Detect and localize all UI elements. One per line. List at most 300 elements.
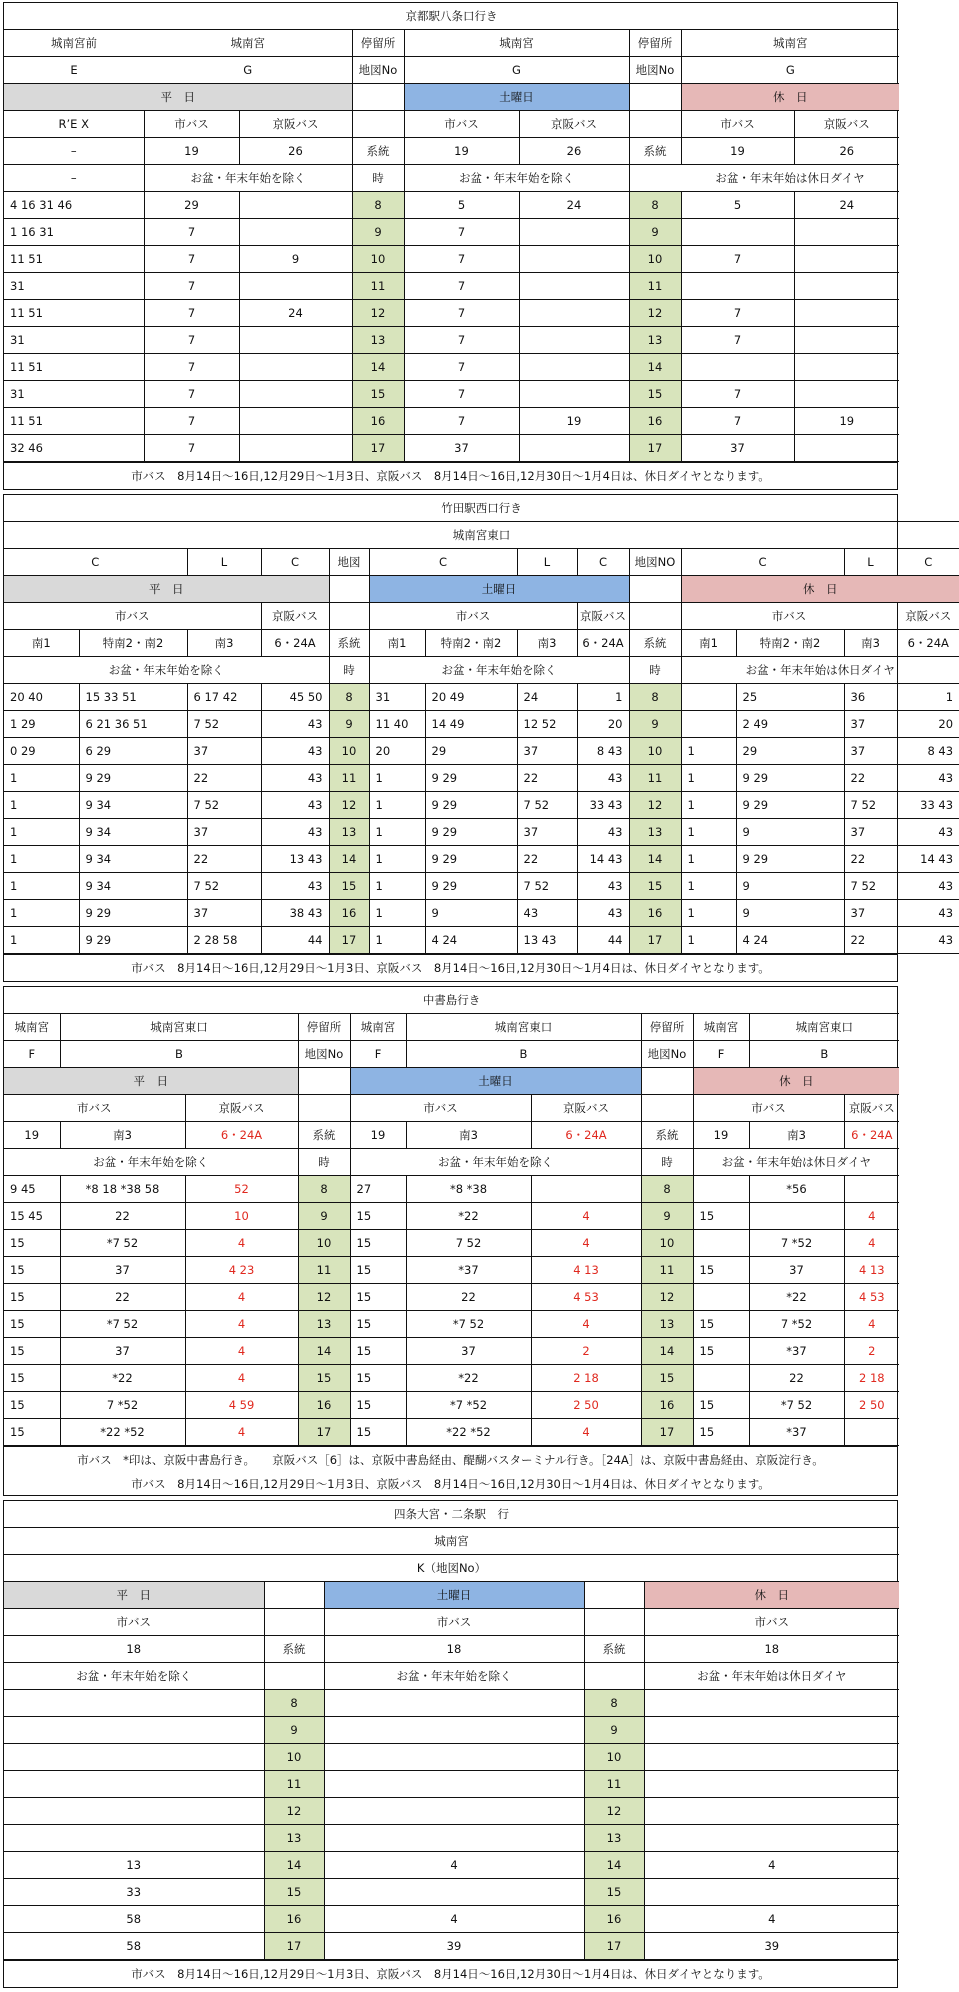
departure-minutes: 11 51	[4, 246, 144, 273]
departure-minutes: 4 59	[185, 1392, 298, 1419]
departure-minutes	[693, 1284, 749, 1311]
hour-cell: 8	[641, 1176, 693, 1203]
departure-minutes: 7 *52	[749, 1230, 844, 1257]
footnote: 市バス 8月14日～16日,12月29日～1月3日、京阪バス 8月14日～16日,12月30日～1月4日は、休日ダイヤとなります。	[131, 1477, 770, 1491]
route-label: 系統	[298, 1122, 350, 1149]
departure-minutes: 22	[187, 846, 261, 873]
hour-cell: 10	[329, 738, 369, 765]
hour-cell: 8	[584, 1690, 644, 1717]
departure-minutes	[681, 273, 794, 300]
departure-minutes	[239, 381, 352, 408]
timetable-table	[4, 3, 899, 462]
departure-minutes: 15	[4, 1230, 60, 1257]
route-label: 系統	[641, 1122, 693, 1149]
departure-minutes	[693, 1365, 749, 1392]
route-label: 系統	[329, 630, 369, 657]
departure-minutes	[239, 192, 352, 219]
departure-minutes: 31	[4, 273, 144, 300]
hour-cell: 9	[584, 1717, 644, 1744]
departure-minutes: *7 52	[60, 1311, 185, 1338]
spacer-cell	[264, 1582, 324, 1609]
departure-minutes: 31	[369, 684, 425, 711]
departure-minutes: 1 16 31	[4, 219, 144, 246]
route-number: 26	[239, 138, 352, 165]
stop-code: E	[4, 57, 144, 84]
departure-minutes: 9 34	[79, 873, 187, 900]
route-number: 19	[681, 138, 794, 165]
hour-cell: 17	[352, 435, 404, 462]
timetable-row	[4, 1392, 899, 1419]
departure-minutes: 7	[144, 273, 239, 300]
departure-minutes: 22	[749, 1365, 844, 1392]
departure-minutes: 37	[749, 1257, 844, 1284]
timetable-row	[4, 1284, 899, 1311]
departure-minutes: 22	[187, 765, 261, 792]
departure-minutes: 7	[404, 327, 519, 354]
hour-cell: 15	[641, 1365, 693, 1392]
map-no-label: 地図NO	[629, 549, 681, 576]
hour-cell: 15	[629, 873, 681, 900]
departure-minutes	[794, 354, 899, 381]
hour-cell: 12	[264, 1798, 324, 1825]
departure-minutes: 37	[60, 1338, 185, 1365]
operator-label: 市バス	[681, 111, 794, 138]
departure-minutes: 15	[4, 1419, 60, 1446]
departure-minutes: 15	[693, 1392, 749, 1419]
departure-minutes: 2 28 58	[187, 927, 261, 954]
timetable-row	[4, 408, 899, 435]
departure-minutes: 4	[185, 1284, 298, 1311]
departure-minutes: 43	[897, 927, 959, 954]
departure-minutes: 4	[185, 1419, 298, 1446]
departure-minutes: 4	[531, 1203, 641, 1230]
departure-minutes: *37	[749, 1338, 844, 1365]
departure-minutes: 9 29	[79, 765, 187, 792]
section-title: 四条大宮・二条駅 行	[4, 1501, 899, 1528]
departure-minutes: 1	[369, 873, 425, 900]
departure-minutes: 44	[261, 927, 329, 954]
operator-label: R’E X	[4, 111, 144, 138]
departure-minutes	[519, 435, 629, 462]
route-number: 6・24A	[577, 630, 629, 657]
stop-name: 城南宮前	[4, 30, 144, 57]
departure-minutes: 43	[261, 873, 329, 900]
route-number: 南3	[187, 630, 261, 657]
stop-label: 停留所	[298, 1014, 350, 1041]
departure-minutes	[239, 354, 352, 381]
departure-minutes: 9	[736, 873, 844, 900]
departure-minutes	[4, 1771, 264, 1798]
hour-cell: 13	[329, 819, 369, 846]
hour-cell: 14	[298, 1338, 350, 1365]
route-number: 特南2・南2	[425, 630, 517, 657]
spacer-cell	[584, 1582, 644, 1609]
departure-minutes	[693, 1176, 749, 1203]
hour-cell: 16	[352, 408, 404, 435]
weekday-header: 平 日	[4, 1068, 298, 1095]
departure-minutes: 7	[144, 435, 239, 462]
departure-minutes: 9 29	[425, 846, 517, 873]
departure-minutes: 15	[4, 1392, 60, 1419]
departure-minutes: *22	[406, 1203, 531, 1230]
departure-minutes	[519, 300, 629, 327]
operator-label: 市バス	[4, 1095, 185, 1122]
timetable-row	[4, 1906, 899, 1933]
timetable-row	[4, 873, 959, 900]
footnote: 市バス 8月14日～16日,12月29日～1月3日、京阪バス 8月14日～16日,12月30日～1月4日は、休日ダイヤとなります。	[4, 954, 897, 981]
hour-cell: 12	[629, 300, 681, 327]
departure-minutes: 13	[4, 1852, 264, 1879]
departure-minutes: 15	[693, 1419, 749, 1446]
departure-minutes: 1	[577, 684, 629, 711]
hour-cell: 9	[629, 711, 681, 738]
departure-minutes: 14 43	[577, 846, 629, 873]
departure-minutes	[844, 1419, 899, 1446]
saturday-header: 土曜日	[324, 1582, 584, 1609]
departure-minutes: 2 49	[736, 711, 844, 738]
hour-cell: 11	[298, 1257, 350, 1284]
hour-cell: 10	[584, 1744, 644, 1771]
departure-minutes: 9 29	[736, 792, 844, 819]
departure-minutes: 1	[369, 819, 425, 846]
departure-minutes	[681, 711, 736, 738]
hour-cell: 14	[641, 1338, 693, 1365]
spacer-cell	[584, 1663, 644, 1690]
hour-cell: 14	[264, 1852, 324, 1879]
departure-minutes	[644, 1717, 899, 1744]
hour-cell: 11	[329, 765, 369, 792]
departure-minutes: 9 29	[425, 873, 517, 900]
timetable-row	[4, 1933, 899, 1960]
route-number: 6・24A	[531, 1122, 641, 1149]
hour-cell: 8	[352, 192, 404, 219]
departure-minutes: 7	[144, 327, 239, 354]
spacer-cell	[264, 1609, 324, 1636]
departure-minutes: *8 18 *38 58	[60, 1176, 185, 1203]
map-no-label: 地図No	[641, 1041, 693, 1068]
route-number: 18	[4, 1636, 264, 1663]
hour-label: 時	[298, 1149, 350, 1176]
departure-minutes: 7 52	[517, 792, 577, 819]
departure-minutes: 32 46	[4, 435, 144, 462]
map-no-label: 地図No	[352, 57, 404, 84]
departure-minutes: 5	[404, 192, 519, 219]
departure-minutes: 15	[350, 1257, 406, 1284]
departure-minutes	[531, 1176, 641, 1203]
departure-minutes	[4, 1798, 264, 1825]
weekday-header: 平 日	[4, 1582, 264, 1609]
departure-minutes: 7 52	[844, 792, 897, 819]
departure-minutes: *22 *52	[60, 1419, 185, 1446]
departure-minutes: 1	[681, 900, 736, 927]
stop-code: L	[517, 549, 577, 576]
timetable-row	[4, 1717, 899, 1744]
weekday-header: 平 日	[4, 84, 352, 111]
departure-minutes: *22 *52	[406, 1419, 531, 1446]
departure-minutes: 9	[239, 246, 352, 273]
section-title: 中書島行き	[4, 987, 899, 1014]
stop-code: C	[4, 549, 187, 576]
hour-cell: 11	[641, 1257, 693, 1284]
section-title: 京都駅八条口行き	[4, 3, 899, 30]
departure-minutes: 1	[4, 792, 79, 819]
departure-minutes: 7	[681, 381, 794, 408]
departure-minutes: 20 40	[4, 684, 79, 711]
departure-minutes: *8 *38	[406, 1176, 531, 1203]
operator-label: 京阪バス	[531, 1095, 641, 1122]
note-cell: お盆・年末年始を除く	[4, 1149, 298, 1176]
departure-minutes: 1	[369, 846, 425, 873]
departure-minutes	[644, 1825, 899, 1852]
section-title: 竹田駅西口行き	[4, 495, 959, 522]
departure-minutes: 20	[897, 711, 959, 738]
departure-minutes: 15 45	[4, 1203, 60, 1230]
hour-cell: 15	[584, 1879, 644, 1906]
departure-minutes: 15	[4, 1284, 60, 1311]
departure-minutes	[239, 327, 352, 354]
note-cell: お盆・年末年始を除く	[350, 1149, 641, 1176]
departure-minutes: 22	[844, 765, 897, 792]
hour-cell: 13	[352, 327, 404, 354]
departure-minutes: 44	[577, 927, 629, 954]
timetable-row	[4, 1690, 899, 1717]
departure-minutes: 24	[794, 192, 899, 219]
stop-name: 城南宮東口	[60, 1014, 298, 1041]
departure-minutes: 1	[681, 792, 736, 819]
hour-cell: 8	[329, 684, 369, 711]
departure-minutes: 4	[844, 1311, 899, 1338]
departure-minutes: 39	[644, 1933, 899, 1960]
departure-minutes	[324, 1798, 584, 1825]
stop-code: L	[187, 549, 261, 576]
operator-label: 京阪バス	[897, 603, 959, 630]
route-number: 19	[350, 1122, 406, 1149]
route-number: 南3	[60, 1122, 185, 1149]
departure-minutes: 4	[185, 1311, 298, 1338]
hour-cell: 13	[641, 1311, 693, 1338]
timetable-row	[4, 1365, 899, 1392]
departure-minutes: 7	[144, 408, 239, 435]
operator-label: 京阪バス	[577, 603, 629, 630]
saturday-header: 土曜日	[369, 576, 629, 603]
departure-minutes	[681, 354, 794, 381]
departure-minutes: 1	[369, 792, 425, 819]
departure-minutes: 1	[681, 846, 736, 873]
spacer-cell	[629, 84, 681, 111]
departure-minutes: 4 53	[844, 1284, 899, 1311]
departure-minutes: 43	[897, 873, 959, 900]
hour-cell: 11	[584, 1771, 644, 1798]
operator-label: 京阪バス	[794, 111, 899, 138]
route-number: 26	[519, 138, 629, 165]
departure-minutes: 9	[425, 900, 517, 927]
footnote: 市バス *印は、京阪中書島行き。 京阪バス［6］は、京阪中書島経由、醍醐バスターミナル行き。［24A］は、京阪中書島経由、京阪淀行き。	[4, 1446, 897, 1473]
departure-minutes: 37	[844, 711, 897, 738]
stop-code: C	[369, 549, 517, 576]
departure-minutes	[681, 684, 736, 711]
departure-minutes: 10	[185, 1203, 298, 1230]
departure-minutes: 9 29	[79, 927, 187, 954]
departure-minutes: 4	[324, 1852, 584, 1879]
timetable-row	[4, 381, 899, 408]
departure-minutes: 29	[425, 738, 517, 765]
departure-minutes: 37	[844, 738, 897, 765]
departure-minutes: 9 29	[425, 765, 517, 792]
hour-cell: 8	[298, 1176, 350, 1203]
hour-cell: 16	[264, 1906, 324, 1933]
spacer-cell	[329, 576, 369, 603]
departure-minutes: 22	[406, 1284, 531, 1311]
departure-minutes: 24	[239, 300, 352, 327]
timetable-row	[4, 1879, 899, 1906]
holiday-header: 休 日	[693, 1068, 899, 1095]
departure-minutes: 4 23	[185, 1257, 298, 1284]
timetable-row	[4, 246, 899, 273]
departure-minutes: 19	[794, 408, 899, 435]
hour-cell: 15	[298, 1365, 350, 1392]
timetable-row	[4, 1257, 899, 1284]
departure-minutes: 1	[369, 900, 425, 927]
route-label: 系統	[629, 138, 681, 165]
departure-minutes: 9 45	[4, 1176, 60, 1203]
route-number: 26	[794, 138, 899, 165]
departure-minutes	[644, 1771, 899, 1798]
departure-minutes: 31	[4, 381, 144, 408]
note-cell: お盆・年末年始を除く	[369, 657, 629, 684]
departure-minutes: 33 43	[577, 792, 629, 819]
departure-minutes: 7 52	[187, 792, 261, 819]
route-number: 特南2・南2	[79, 630, 187, 657]
departure-minutes: 7	[404, 273, 519, 300]
departure-minutes: 9 34	[79, 819, 187, 846]
departure-minutes: 7	[144, 354, 239, 381]
timetable-row	[4, 738, 959, 765]
departure-minutes: 7	[404, 354, 519, 381]
departure-minutes: 43	[261, 711, 329, 738]
hour-cell: 10	[641, 1230, 693, 1257]
departure-minutes	[749, 1203, 844, 1230]
departure-minutes: *37	[749, 1419, 844, 1446]
departure-minutes: 7	[404, 219, 519, 246]
departure-minutes: 15	[693, 1257, 749, 1284]
timetable-row	[4, 711, 959, 738]
hour-cell: 15	[329, 873, 369, 900]
holiday-header: 休 日	[681, 84, 899, 111]
departure-minutes: 58	[4, 1906, 264, 1933]
departure-minutes: *7 52	[406, 1311, 531, 1338]
departure-minutes: 7	[404, 300, 519, 327]
holiday-header: 休 日	[681, 576, 959, 603]
departure-minutes: 4	[644, 1852, 899, 1879]
departure-minutes	[4, 1744, 264, 1771]
departure-minutes: 7	[144, 381, 239, 408]
timetable-takeda-station	[3, 494, 954, 982]
stop-code: G	[404, 57, 629, 84]
departure-minutes: 22	[60, 1284, 185, 1311]
hour-cell: 16	[584, 1906, 644, 1933]
timetable-row	[4, 765, 959, 792]
departure-minutes: 43	[261, 765, 329, 792]
timetable-row	[4, 1825, 899, 1852]
departure-minutes: 12 52	[517, 711, 577, 738]
departure-minutes: 4	[844, 1203, 899, 1230]
departure-minutes: 6 17 42	[187, 684, 261, 711]
spacer-cell	[629, 111, 681, 138]
departure-minutes: 20	[577, 711, 629, 738]
map-no-label: 地図No	[298, 1041, 350, 1068]
hour-cell: 16	[298, 1392, 350, 1419]
departure-minutes: 43	[897, 819, 959, 846]
map-no-label: 地図No	[629, 57, 681, 84]
hour-cell: 13	[584, 1825, 644, 1852]
timetable-row	[4, 900, 959, 927]
stop-code: C	[261, 549, 329, 576]
route-number: 19	[404, 138, 519, 165]
timetable-shijo-omiya	[3, 1500, 898, 1988]
departure-minutes: 29	[736, 738, 844, 765]
timetable-row	[4, 1419, 899, 1446]
stop-name: 城南宮	[4, 1528, 899, 1555]
departure-minutes: 43	[577, 819, 629, 846]
departure-minutes: 15	[350, 1392, 406, 1419]
departure-minutes: 1	[681, 738, 736, 765]
hour-cell: 10	[629, 246, 681, 273]
hour-cell: 15	[629, 381, 681, 408]
hour-cell: 11	[629, 273, 681, 300]
operator-label: 京阪バス	[185, 1095, 298, 1122]
departure-minutes: 43	[577, 873, 629, 900]
departure-minutes: 7	[404, 381, 519, 408]
departure-minutes: 2 50	[531, 1392, 641, 1419]
route-number: 南3	[749, 1122, 844, 1149]
departure-minutes: 15	[4, 1311, 60, 1338]
spacer-cell	[298, 1095, 350, 1122]
hour-label: 時	[641, 1149, 693, 1176]
departure-minutes	[693, 1230, 749, 1257]
departure-minutes	[794, 273, 899, 300]
departure-minutes: 9	[736, 900, 844, 927]
operator-label: 市バス	[369, 603, 577, 630]
hour-cell: 9	[264, 1717, 324, 1744]
departure-minutes: 7	[681, 327, 794, 354]
timetable-row	[4, 1798, 899, 1825]
hour-cell: 17	[629, 927, 681, 954]
departure-minutes	[239, 408, 352, 435]
departure-minutes	[519, 246, 629, 273]
spacer-cell	[629, 603, 681, 630]
departure-minutes: 31	[4, 327, 144, 354]
departure-minutes: 9 29	[736, 846, 844, 873]
spacer-cell	[329, 603, 369, 630]
timetable-row	[4, 819, 959, 846]
departure-minutes: 4	[531, 1311, 641, 1338]
hour-cell: 17	[298, 1419, 350, 1446]
departure-minutes: 20	[369, 738, 425, 765]
departure-minutes: 4	[531, 1230, 641, 1257]
departure-minutes: *7 52	[749, 1392, 844, 1419]
departure-minutes: 1	[681, 927, 736, 954]
hour-cell: 14	[352, 354, 404, 381]
holiday-header: 休 日	[644, 1582, 899, 1609]
hour-cell: 17	[641, 1419, 693, 1446]
route-number: 南1	[681, 630, 736, 657]
spacer-cell	[264, 1663, 324, 1690]
route-number: 18	[324, 1636, 584, 1663]
departure-minutes: 7 52	[844, 873, 897, 900]
departure-minutes: 4	[185, 1365, 298, 1392]
departure-minutes: 7	[404, 408, 519, 435]
departure-minutes: 4	[531, 1419, 641, 1446]
